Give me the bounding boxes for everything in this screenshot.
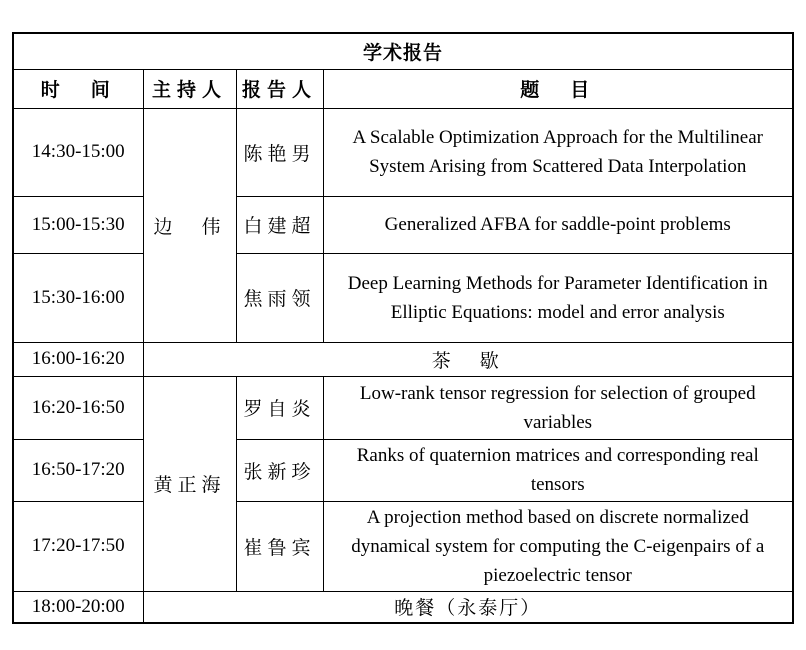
cell-speaker-2: 白建超 (236, 196, 323, 253)
cell-host-session-1: 边 伟 (143, 108, 236, 342)
column-header-time: 时 间 (13, 69, 143, 108)
table-row-6 (13, 439, 793, 501)
cell-host-session-2: 黄正海 (143, 376, 236, 591)
cell-tea-break: 茶 歇 (143, 342, 793, 376)
table-row-5 (13, 376, 793, 439)
cell-speaker-6: 张新珍 (236, 439, 323, 501)
cell-time-break: 16:00-16:20 (13, 342, 143, 376)
table-title: 学术报告 (13, 33, 793, 69)
cell-topic-5: Low-rank tensor regression for selection of grouped variables (323, 376, 793, 439)
cell-topic-7: A projection method based on discrete normalized dynamical system for computing the C-eigenpairs of a piezoelectric tensor (323, 501, 793, 591)
cell-time-6: 16:50-17:20 (13, 439, 143, 501)
cell-time-7: 17:20-17:50 (13, 501, 143, 591)
cell-dinner: 晚餐（永泰厅） (143, 591, 793, 623)
table-row-dinner (13, 591, 793, 623)
table-row-3 (13, 253, 793, 342)
schedule-table (12, 32, 794, 624)
header-row (13, 69, 793, 108)
cell-topic-2: Generalized AFBA for saddle-point problems (323, 196, 793, 253)
cell-time-3: 15:30-16:00 (13, 253, 143, 342)
column-header-host: 主持人 (143, 69, 236, 108)
cell-speaker-3: 焦雨领 (236, 253, 323, 342)
cell-speaker-5: 罗自炎 (236, 376, 323, 439)
table-row-1 (13, 108, 793, 196)
table-row-2 (13, 196, 793, 253)
cell-time-dinner: 18:00-20:00 (13, 591, 143, 623)
cell-time-2: 15:00-15:30 (13, 196, 143, 253)
cell-topic-1: A Scalable Optimization Approach for the Multilinear System Arising from Scattered Data Interpolation (323, 108, 793, 196)
cell-time-1: 14:30-15:00 (13, 108, 143, 196)
table-row-7 (13, 501, 793, 591)
title-row (13, 33, 793, 69)
column-header-topic: 题 目 (323, 69, 793, 108)
table-row-break (13, 342, 793, 376)
cell-time-5: 16:20-16:50 (13, 376, 143, 439)
cell-topic-3: Deep Learning Methods for Parameter Identification in Elliptic Equations: model and error analysis (323, 253, 793, 342)
cell-speaker-1: 陈艳男 (236, 108, 323, 196)
cell-speaker-7: 崔鲁宾 (236, 501, 323, 591)
cell-topic-6: Ranks of quaternion matrices and corresponding real tensors (323, 439, 793, 501)
column-header-speaker: 报告人 (236, 69, 323, 108)
